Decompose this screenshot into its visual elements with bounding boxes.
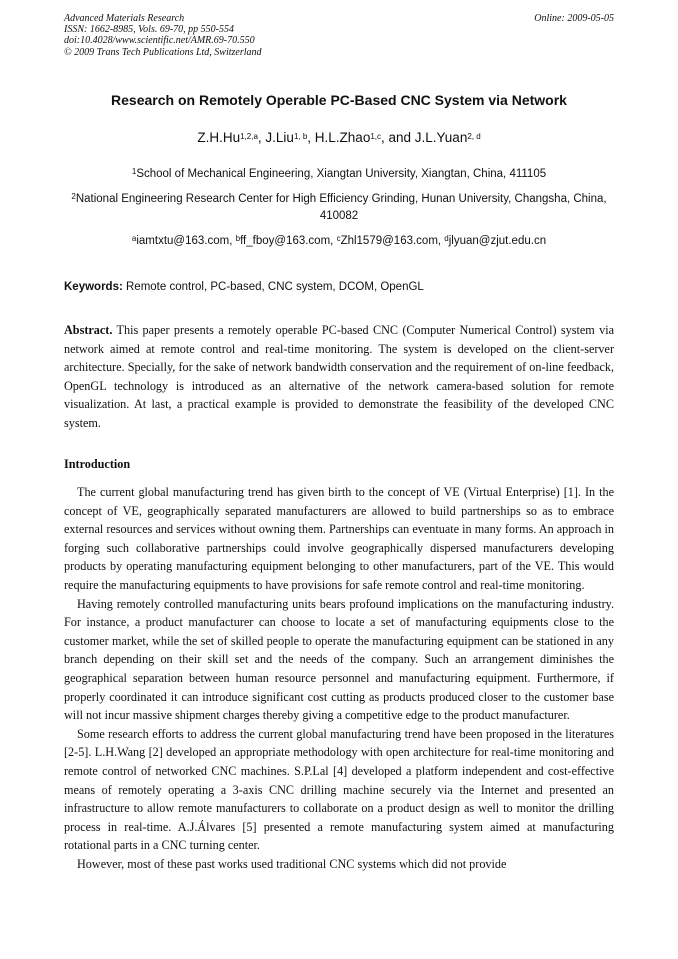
email-separator: ,	[437, 235, 445, 247]
journal-header	[64, 13, 614, 58]
author-affiliation-mark: 1,c	[370, 132, 381, 142]
email-separator: ,	[229, 235, 236, 247]
email-mark: a	[131, 234, 137, 244]
body-paragraph: However, most of these past works used traditional CNC systems which did not provide	[77, 856, 507, 871]
email-mark: d	[444, 234, 449, 244]
author-name: H.L.Zhao	[314, 130, 371, 145]
keywords-line	[64, 281, 614, 293]
email-address: Zhl1579@163.com	[340, 235, 438, 247]
abstract-paragraph	[64, 321, 614, 433]
author-affiliation-mark: 1,2,a	[240, 132, 258, 142]
introduction-body	[64, 483, 614, 873]
author-separator: ,	[307, 130, 315, 145]
body-paragraph: Having remotely controlled manufacturing units bears profound implications on the manufacturing industry. For instance, a product manufacturer can choose to locate a set of manufacturing equipments close to the customer market, while the set of skilled people to operate the manufacturing equipment can be stationed in any branch depending on their skill set and the needs of the company. Such an arrangement diminishes the geographical separation between human resource personnel and manufacturing equipment. Furthermore, if properly coordinated it can introduce significant cost cutting as products produced closer to the customer base will not incur massive shipment charges thereby giving a competitive edge to the product manufacturer.	[64, 596, 614, 723]
paper-title: Research on Remotely Operable PC-Based CNC System via Network	[111, 92, 567, 108]
affiliation-1	[64, 166, 614, 183]
author-affiliation-mark: 2, d	[467, 132, 481, 142]
online-date: Online: 2009-05-05	[534, 13, 614, 24]
email-mark: b	[235, 234, 241, 244]
abstract-text: This paper presents a remotely operable PC-based CNC (Computer Numerical Control) system via network aimed at remote control and real-time monitoring. The system is developed on the client-server architecture. Specially, for the sake of network bandwidth conservation and the requirement of on-line feedback, OpenGL technology is introduced as an alternative of the network camera-based solution for remote visualization. At last, a practical example is provided to demonstrate the feasibility of the developed CNC system.	[64, 323, 614, 430]
affiliation-text: School of Mechanical Engineering, Xiangtan University, Xiangtan, China, 411105	[136, 168, 547, 180]
email-address: jlyuan@zjut.edu.cn	[448, 235, 547, 247]
journal-name: Advanced Materials Research	[64, 13, 185, 24]
body-paragraph: Some research efforts to address the current global manufacturing trend have been proposed in the literatures [2-5]. L.H.Wang [2] developed an appropriate methodology with open architecture for real-time monitoring and remote control of networked CNC machines. S.P.Lal [4] developed a platform independent and cost-effective means of remotely operating a 3-axis CNC drilling machine securely via the Internet and presented an infrastructure to allow remote manufacturers to collaborate on a product design as well to monitor the drilling process in real-time. A.J.Álvares [5] presented a remote manufacturing system aimed at manufacturing rotational parts in a CNC turning center.	[64, 726, 614, 853]
affiliation-2	[60, 191, 618, 225]
author-separator: ,	[257, 130, 266, 145]
body-paragraph: The current global manufacturing trend has given birth to the concept of VE (Virtual Enterprise) [1]. In the concept of VE, geographically separated manufacturers are allowed to build partnerships so as to embrace external resources and services without owning them. Partnerships can eventuate in many forms. An approach in forging such collaborative partnerships could involve geographically dispersed manufacturers developing products by operating manufacturing equipment belonging to other manufacturers, part of the VE. This would require the manufacturing equipments to have provisions for safe remote control and real-time monitoring.	[64, 485, 614, 592]
email-separator: ,	[330, 235, 337, 247]
author-list	[40, 130, 638, 145]
copyright-line: © 2009 Trans Tech Publications Ltd, Switzerland	[64, 46, 262, 58]
affiliation-text: National Engineering Research Center for High Efficiency Grinding, Hunan University, Changsha, China, 410082	[75, 193, 607, 222]
affiliation-mark: 2	[71, 192, 76, 202]
author-affiliation-mark: 1, b	[293, 132, 308, 142]
doi-line: doi:10.4028/www.scientific.net/AMR.69-70.550	[64, 35, 255, 47]
email-list	[64, 235, 614, 247]
author-name: Z.H.Hu	[197, 130, 241, 145]
introduction-heading: Introduction	[64, 457, 131, 471]
author-separator: , and	[381, 130, 415, 145]
issn-line: ISSN: 1662-8985, Vols. 69-70, pp 550-554	[64, 24, 234, 36]
abstract-label: Abstract.	[64, 323, 113, 337]
keywords-text: Remote control, PC-based, CNC system, DCOM, OpenGL	[122, 281, 424, 293]
keywords-label: Keywords:	[64, 281, 123, 293]
author-name: J.L.Yuan	[414, 130, 468, 145]
affiliation-mark: 1	[131, 167, 137, 177]
email-mark: c	[336, 234, 341, 244]
email-address: ff_fboy@163.com	[240, 235, 331, 247]
email-address: iamtxtu@163.com	[136, 235, 230, 247]
author-name: J.Liu	[265, 130, 294, 145]
